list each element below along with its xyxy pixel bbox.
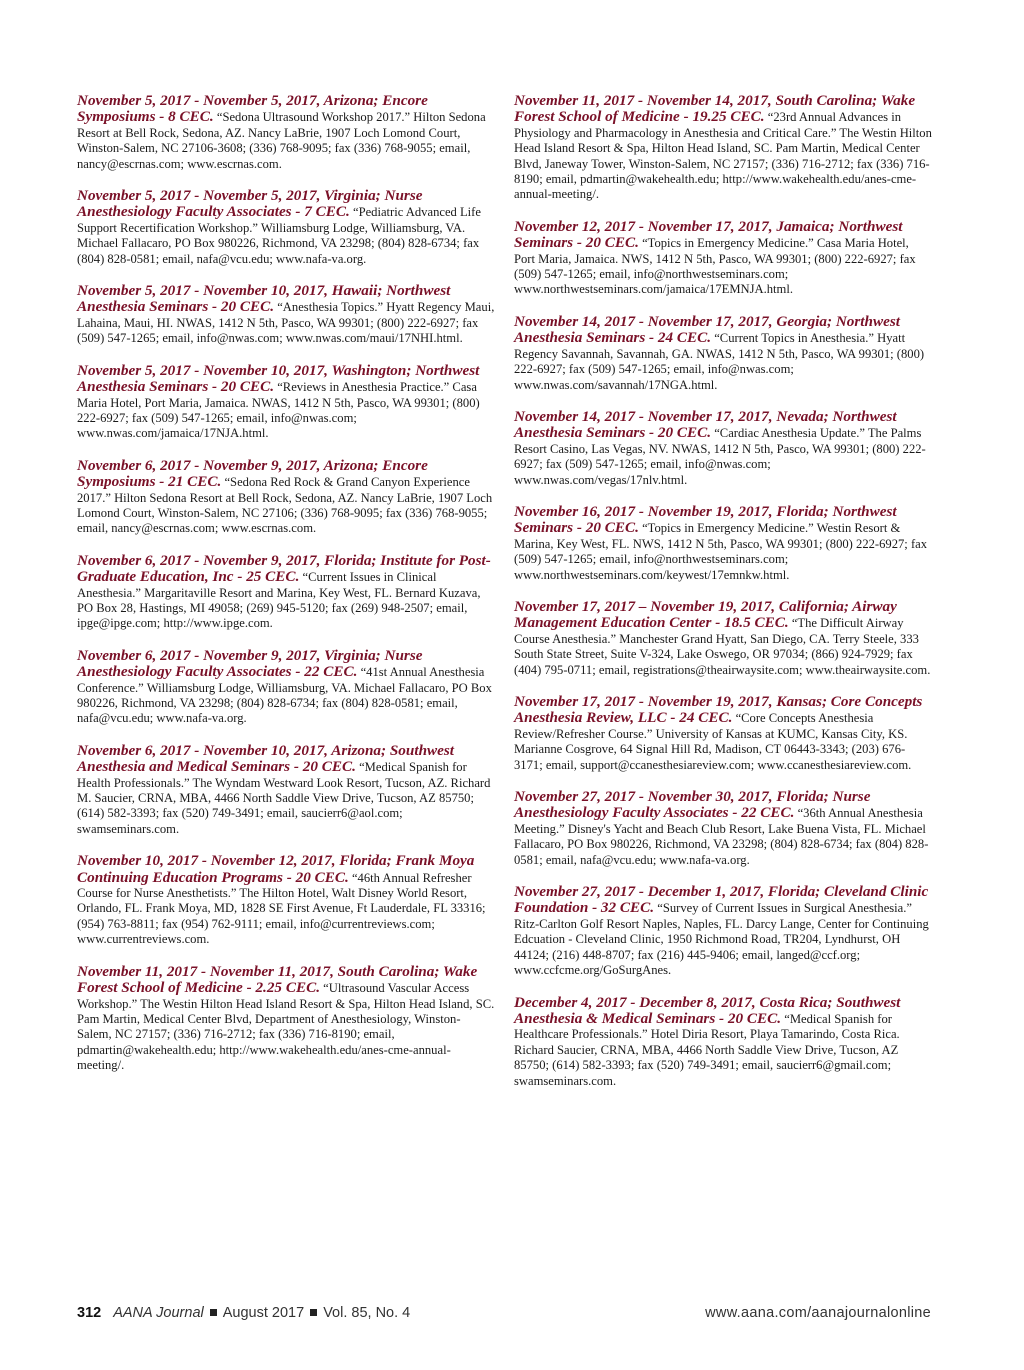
square-bullet-icon [210,1309,217,1316]
meeting-entry [77,188,495,267]
meeting-entry [77,853,495,947]
entry-heading: November 16, 2017 - November 19, 2017, Florida; Northwest Seminars - 20 CEC. [514,502,897,537]
entry-body: “Pediatric Advanced Life Support Recertification Workshop.” Williamsburg Lodge, Williamsburg, VA. Michael Fallacaro, PO Box 980226, Richmond, VA 23298; (804) 828-6734; fax (804) 828-0581; email, nafa@vcu.edu; www.nafa-va.org. [77,205,481,266]
meeting-entry [514,504,932,583]
entry-body: “Current Topics in Anesthesia.” Hyatt Regency Savannah, Savannah, GA. NWAS, 1412 N 5th, Pasco, WA 99301; (800) 222-6927; fax (509) 547-1265; email, info@nwas.com; www.nwas.com/savannah/17NGA.html. [514,331,925,392]
left-column [77,93,495,1090]
entry-heading: November 17, 2017 - November 19, 2017, Kansas; Core Concepts Anesthesia Review, LLC - 24 CEC. [514,693,923,727]
meeting-entry [514,599,932,678]
right-column [514,93,932,1105]
meeting-entry [77,363,495,442]
entry-body: “Survey of Current Issues in Surgical Anesthesia.” Ritz-Carlton Golf Resort Naples, Naples, FL. Darcy Lange, Center for Continuing Edcuation - Cleveland Clinic, 1950 Richmond Road, TR204, Lyndhurst, OH 44124; (216) 448-8707; fax (216) 445-9406; email, langed@ccf.org; www.ccfcme.org/GoSurgAnes. [514,901,929,978]
entry-body: “Sedona Ultrasound Workshop 2017.” Hilton Sedona Resort at Bell Rock, Sedona, AZ. Nancy LaBrie, 1907 Loch Lomond Court, Winston-Salem, NC 27106-3608; (336) 768-9095; fax (336) 768-9055; email, nancy@escrnas.com; www.escrnas.com. [77,110,486,171]
entry-heading: November 5, 2017 - November 5, 2017, Arizona; Encore Symposiums - 8 CEC. [77,92,428,126]
meeting-entry [514,694,932,773]
meeting-entry [514,314,932,393]
entry-body: “Ultrasound Vascular Access Workshop.” The Westin Hilton Head Island Resort & Spa, Hilton Head Island, SC. Pam Martin, Medical Center Blvd, Department of Anesthesiology, Winston-Salem, NC 27157; (336) 716-2712; fax (336) 716-8190; email, pdmartin@wakehealth.edu; http://www.wakehealth.edu/anes-cme-annual-meeting/. [77,981,495,1073]
issue-date: August 2017 [222,1305,305,1321]
entry-body: “41st Annual Anesthesia Conference.” Williamsburg Lodge, Williamsburg, VA. Michael Fallacaro, PO Box 980226, Richmond, VA 23298; (804) 828-6734; fax (804) 828-0581; email, nafa@vcu.edu; www.nafa-va.org. [77,665,492,726]
entry-heading: November 10, 2017 - November 12, 2017, Florida; Frank Moya Continuing Education Programs - 20 CEC. [77,852,475,886]
journal-name: AANA Journal [113,1305,204,1321]
entry-heading: November 27, 2017 - November 30, 2017, Florida; Nurse Anesthesiology Faculty Associates - 22 CEC. [514,788,871,822]
entry-body: “Core Concepts Anesthesia Review/Refresher Course.” University of Kansas at KUMC, Kansas City, KS. Marianne Cosgrove, 64 Signal Hill Rd, Madison, CT 06443-3343; (203) 676-3171; email, support@ccanesthesiareview.com; www.ccanesthesiareview.com. [514,711,912,772]
entry-heading: November 14, 2017 - November 17, 2017, Georgia; Northwest Anesthesia Seminars - 24 CEC. [514,312,900,347]
meeting-entry [77,93,495,172]
meeting-entry [77,648,495,727]
entry-heading: November 14, 2017 - November 17, 2017, Nevada; Northwest Anesthesia Seminars - 20 CEC. [514,407,897,442]
meeting-entry [514,93,932,203]
entry-heading: December 4, 2017 - December 8, 2017, Costa Rica; Southwest Anesthesia & Medical Seminars - 20 CEC. [514,993,901,1027]
page-footer [77,1305,931,1325]
entry-heading: November 11, 2017 - November 14, 2017, South Carolina; Wake Forest School of Medicine - 19.25 CEC. [514,92,916,126]
volume-issue: Vol. 85, No. 4 [323,1305,411,1321]
entry-heading: November 27, 2017 - December 1, 2017, Florida; Cleveland Clinic Foundation - 32 CEC. [514,883,929,917]
entry-heading: November 6, 2017 - November 9, 2017, Arizona; Encore Symposiums - 21 CEC. [77,456,428,491]
meeting-entry [77,283,495,347]
entry-heading: November 12, 2017 - November 17, 2017, Jamaica; Northwest Seminars - 20 CEC. [514,217,903,252]
entry-heading: November 5, 2017 - November 10, 2017, Hawaii; Northwest Anesthesia Seminars - 20 CEC. [77,282,451,316]
entry-heading: November 6, 2017 - November 9, 2017, Virginia; Nurse Anesthesiology Faculty Associates - 22 CEC. [77,646,423,681]
meeting-entry [514,789,932,868]
entry-heading: November 6, 2017 - November 9, 2017, Florida; Institute for Post-Graduate Education, Inc - 25 CEC. [77,551,491,586]
entry-body: “36th Annual Anesthesia Meeting.” Disney's Yacht and Beach Club Resort, Lake Buena Vista, FL. Michael Fallacaro, PO Box 980226, Richmond, VA 23298; (804) 828-6734; fax (804) 828-0581; email, nafa@vcu.edu; www.nafa-va.org. [514,806,929,867]
meeting-entry [514,409,932,488]
entry-body: “23rd Annual Advances in Physiology and Pharmacology in Anesthesia and Critical Care.” The Westin Hilton Head Island Resort & Spa, Hilton Head Island, SC. Pam Martin, Medical Center Blvd, Janeway Tower, Winston-Salem, NC 27157; (336) 716-2712; fax (336) 716-8190; email, pdmartin@wakehealth.edu; http://www.wakehealth.edu/anes-cme-annual-meeting/. [514,110,932,202]
entry-body: “Reviews in Anesthesia Practice.” Casa Maria Hotel, Port Maria, Jamaica. NWAS, 1412 N 5th, Pasco, WA 99301; (800) 222-6927; fax (509) 547-1265; email, info@nwas.com; www.nwas.com/jamaica/17NJA.html. [77,380,480,441]
meeting-entry [514,884,932,978]
meeting-entry [514,219,932,298]
entry-body: “Medical Spanish for Health Professionals.” The Wyndam Westward Look Resort, Tucson, AZ. Richard M. Saucier, CRNA, MBA, 4466 North Saddle View Drive, Tucson, AZ 85750; (614) 582-3393; fax (520) 749-3491; email, saucierr6@aol.com; swamseminars.com. [77,760,491,836]
entry-heading: November 17, 2017 – November 19, 2017, California; Airway Management Education Center - 18.5 CEC. [514,597,897,632]
meeting-entry [77,553,495,632]
entry-body: “Topics in Emergency Medicine.” Casa Maria Hotel, Port Maria, Jamaica. NWS, 1412 N 5th, Pasco, WA 99301; (800) 222-6927; fax (509) 547-1265; email, info@northwestseminars.com; www.northwestseminars.com/jamaica/17EMNJA.html. [514,236,916,297]
entry-body: “Anesthesia Topics.” Hyatt Regency Maui, Lahaina, Maui, HI. NWAS, 1412 N 5th, Pasco, WA 99301; (800) 222-6927; fax (509) 547-1265; email, info@nwas.com; www.nwas.com/maui/17NHI.html. [77,300,495,346]
meeting-entry [77,458,495,537]
meeting-entry [77,964,495,1074]
entry-body: “The Difficult Airway Course Anesthesia.” Manchester Grand Hyatt, San Diego, CA. Terry Steele, 333 South State Street, Suite V-324, Lake Oswego, OR 97034; (866) 924-7929; fax (404) 795-0711; email, registrations@theairwaysite.com; www.theairwaysite.com. [514,616,931,677]
entry-body: “Topics in Emergency Medicine.” Westin Resort & Marina, Key West, FL. NWS, 1412 N 5th, Pasco, WA 99301; (800) 222-6927; fax (509) 547-1265; email, info@northwestseminars.com; www.northwestseminars.com/keywest/17emnkw.html. [514,521,928,582]
entry-body: “46th Annual Refresher Course for Nurse Anesthetists.” The Hilton Hotel, Walt Disney World Resort, Orlando, FL. Frank Moya, MD, 1828 SE First Avenue, Ft Lauderdale, FL 33316; (954) 763-8811; fax (954) 762-9111; email, info@currentreviews.com; www.currentreviews.com. [77,870,486,947]
entry-body: “Medical Spanish for Healthcare Professionals.” Hotel Diria Resort, Playa Tamarindo, Costa Rica. Richard Saucier, CRNA, MBA, 4466 North Saddle View Drive, Tucson, AZ 85750; (614) 582-3393; fax (520) 749-3491; email, saucierr6@gmail.com; swamseminars.com. [514,1011,900,1088]
entry-heading: November 6, 2017 - November 10, 2017, Arizona; Southwest Anesthesia and Medical Seminars - 20 CEC. [77,741,455,776]
entry-body: “Current Issues in Clinical Anesthesia.” Margaritaville Resort and Marina, Key West, FL. Bernard Kuzava, PO Box 28, Hastings, MI 49058; (269) 945-5120; fax (269) 948-2507; email, ipge@ipge.com; http://www.ipge.com. [77,570,481,631]
entry-heading: November 5, 2017 - November 10, 2017, Washington; Northwest Anesthesia Seminars - 20 CEC. [77,361,480,396]
square-bullet-icon [310,1309,317,1316]
entry-heading: November 11, 2017 - November 11, 2017, South Carolina; Wake Forest School of Medicine - 2.25 CEC. [77,962,478,997]
entry-body: “Cardiac Anesthesia Update.” The Palms Resort Casino, Las Vegas, NV. NWAS, 1412 N 5th, Pasco, WA 99301; (800) 222-6927; fax (509) 547-1265; email, info@nwas.com; www.nwas.com/vegas/17nlv.html. [514,426,926,487]
entry-body: “Sedona Red Rock & Grand Canyon Experience 2017.” Hilton Sedona Resort at Bell Rock, Sedona, AZ. Nancy LaBrie, 1907 Loch Lomond Court, Winston-Salem, NC 27106; (336) 768-9095; fax (336) 768-9055; email, nancy@escrnas.com; www.escrnas.com. [77,475,493,536]
website-link[interactable]: www.aana.com/aanajournalonline [705,1305,931,1321]
meeting-entry [77,743,495,837]
entry-heading: November 5, 2017 - November 5, 2017, Virginia; Nurse Anesthesiology Faculty Associates - 7 CEC. [77,187,423,221]
meeting-entry [514,995,932,1089]
page-number: 312 [77,1305,102,1321]
